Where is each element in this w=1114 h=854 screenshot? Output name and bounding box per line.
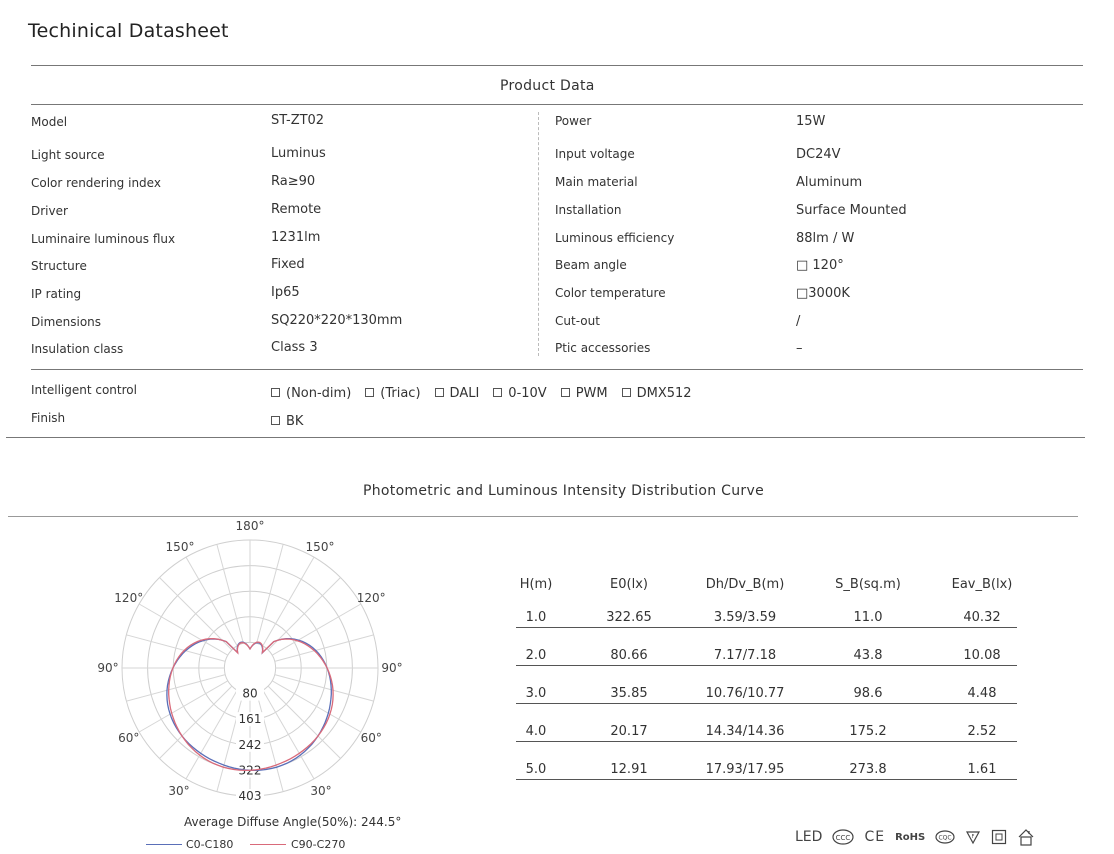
polar-angle-label: 150° <box>305 539 335 554</box>
legend-swatch-c0 <box>146 844 182 845</box>
table-cell: 1.61 <box>967 762 997 777</box>
spec-value: Remote <box>271 202 322 217</box>
house-mark-icon <box>1017 828 1035 846</box>
option-checkbox[interactable] <box>435 386 480 401</box>
table-cell: 5.0 <box>525 762 547 777</box>
table-cell: 4.48 <box>967 686 997 701</box>
spec-value: / <box>796 314 801 329</box>
spec-label: IP rating <box>31 287 82 301</box>
spec-value: ST-ZT02 <box>271 113 325 128</box>
column-separator <box>538 112 539 356</box>
spec-label: Color temperature <box>555 286 666 300</box>
table-header: Eav_B(lx) <box>951 577 1013 592</box>
spec-label: Driver <box>31 204 68 218</box>
table-cell: 10.76/10.77 <box>705 686 785 701</box>
checkbox-icon <box>493 388 502 397</box>
ccc-mark-icon <box>832 829 854 845</box>
rohs-mark-icon: RoHS <box>895 831 926 843</box>
divider <box>8 516 1078 517</box>
option-checkbox[interactable] <box>365 386 420 401</box>
option-checkbox[interactable] <box>271 386 351 401</box>
table-cell: 98.6 <box>853 686 883 701</box>
table-cell: 35.85 <box>610 686 648 701</box>
spec-value: Class 3 <box>271 340 318 355</box>
table-cell: 11.0 <box>853 610 883 625</box>
polar-angle-label: 150° <box>165 539 195 554</box>
spec-label: Luminous efficiency <box>555 231 675 245</box>
polar-spoke <box>263 690 314 779</box>
checkbox-icon <box>622 388 631 397</box>
spec-label: Ptic accessories <box>555 341 651 355</box>
table-cell: 80.66 <box>610 648 648 663</box>
polar-angle-label: 60° <box>360 731 382 745</box>
spec-value: □ 120° <box>796 258 844 273</box>
table-cell: 273.8 <box>849 762 887 777</box>
polar-spoke <box>139 604 228 655</box>
spec-label: Installation <box>555 203 622 217</box>
led-mark: LED <box>795 829 823 845</box>
table-cell: 10.08 <box>963 648 1001 663</box>
triangle-mark-icon <box>965 829 981 845</box>
polar-spoke <box>159 577 231 649</box>
spec-value: 1231lm <box>271 230 321 245</box>
table-cell: 175.2 <box>849 724 887 739</box>
spec-value: □3000K <box>796 286 850 301</box>
option-checkbox[interactable] <box>622 386 692 401</box>
polar-spoke <box>126 675 225 702</box>
spec-label: Main material <box>555 175 638 189</box>
polar-angle-label: 120° <box>114 591 144 605</box>
polar-spoke <box>186 690 237 779</box>
legend-swatch-c90 <box>250 844 286 845</box>
certification-marks <box>795 828 1035 846</box>
svg-text:F: F <box>971 834 975 840</box>
table-header: S_B(sq.m) <box>835 577 901 592</box>
table-row-rule <box>516 741 1017 742</box>
legend-label-c90: C90-C270 <box>291 838 346 851</box>
checkbox-icon <box>561 388 570 397</box>
polar-spoke <box>263 557 314 646</box>
average-diffuse-angle: Average Diffuse Angle(50%): 244.5° <box>184 815 402 829</box>
option-checkbox[interactable] <box>271 414 303 429</box>
checkbox-icon <box>271 416 280 425</box>
table-cell: 17.93/17.95 <box>705 762 785 777</box>
spec-value: Ip65 <box>271 285 300 300</box>
legend-label-c0: C0-C180 <box>186 838 234 851</box>
polar-spoke <box>139 681 228 732</box>
polar-angle-label: 30° <box>168 783 190 798</box>
polar-spoke <box>268 686 340 758</box>
polar-distribution-chart <box>97 519 403 820</box>
spec-label: Light source <box>31 148 105 162</box>
checkbox-icon <box>435 388 444 397</box>
spec-label: Structure <box>31 259 87 273</box>
spec-value: Surface Mounted <box>796 203 907 218</box>
polar-spoke <box>159 686 231 758</box>
polar-angle-label: 90° <box>97 661 119 675</box>
checkbox-icon <box>271 388 280 397</box>
polar-ring-label: 403 <box>238 789 262 803</box>
table-row-rule <box>516 627 1017 628</box>
svg-text:CCC: CCC <box>836 834 851 842</box>
table-cell: 3.0 <box>525 686 547 701</box>
spec-label: Power <box>555 114 592 128</box>
spec-label: Beam angle <box>555 258 627 272</box>
photometric-title: Photometric and Luminous Intensity Distribution Curve <box>363 483 764 499</box>
polar-angle-label: 90° <box>381 661 403 675</box>
option-label: BK <box>286 414 304 429</box>
polar-angle-label: 180° <box>235 519 265 533</box>
spec-value: – <box>796 341 803 356</box>
polar-grid <box>97 519 402 803</box>
option-label: (Triac) <box>380 386 421 401</box>
finish-options <box>271 410 317 429</box>
table-cell: 2.0 <box>525 648 547 663</box>
table-cell: 7.17/7.18 <box>713 648 777 663</box>
table-cell: 1.0 <box>525 610 547 625</box>
intelligent-control-options <box>271 382 706 401</box>
spec-value: SQ220*220*130mm <box>271 313 403 328</box>
spec-label: Dimensions <box>31 315 102 329</box>
product-data-title: Product Data <box>500 78 595 94</box>
table-row-rule <box>516 703 1017 704</box>
polar-spoke <box>275 675 374 702</box>
spec-label: Luminaire luminous flux <box>31 232 176 246</box>
spec-label: Insulation class <box>31 342 124 356</box>
polar-spoke <box>268 577 340 649</box>
table-cell: 3.59/3.59 <box>713 610 777 625</box>
table-cell: 43.8 <box>853 648 883 663</box>
polar-ring-label: 80 <box>242 686 258 701</box>
spec-value: Aluminum <box>796 175 863 190</box>
polar-angle-label: 60° <box>118 731 140 745</box>
spec-value: Luminus <box>271 146 326 161</box>
option-checkbox[interactable] <box>493 386 546 401</box>
table-header: H(m) <box>519 577 553 592</box>
table-cell: 20.17 <box>610 724 648 739</box>
svg-text:CQC: CQC <box>938 834 952 842</box>
square-mark-icon <box>991 829 1007 845</box>
polar-spoke <box>272 681 361 732</box>
spec-value: 15W <box>796 114 826 129</box>
cqc-mark-icon <box>935 830 955 844</box>
option-checkbox[interactable] <box>561 386 608 401</box>
divider <box>6 437 1085 438</box>
polar-ring-label: 161 <box>238 712 262 727</box>
table-cell: 40.32 <box>963 610 1001 625</box>
table-row-rule <box>516 665 1017 666</box>
option-label: PWM <box>575 386 608 401</box>
page-title: Techinical Datasheet <box>28 20 229 42</box>
divider <box>31 369 1083 370</box>
spec-label: Cut-out <box>555 314 600 328</box>
option-label: DALI <box>449 386 480 401</box>
ce-mark-icon: CE <box>864 829 886 845</box>
spec-label: Color rendering index <box>31 176 161 190</box>
table-cell: 14.34/14.36 <box>705 724 785 739</box>
checkbox-icon <box>365 388 374 397</box>
table-header: Dh/Dv_B(m) <box>705 577 785 592</box>
table-cell: 322.65 <box>606 610 652 625</box>
polar-angle-label: 30° <box>310 783 332 798</box>
table-row-rule <box>516 779 1017 780</box>
table-cell: 4.0 <box>525 724 547 739</box>
spec-value: Ra≥90 <box>271 174 316 189</box>
intelligent-control-label: Intelligent control <box>31 383 137 397</box>
polar-spoke <box>272 604 361 655</box>
divider <box>31 104 1083 105</box>
polar-ring-label: 322 <box>238 763 262 778</box>
spec-value: 88lm / W <box>796 231 855 246</box>
option-label: (Non-dim) <box>286 386 352 401</box>
option-label: DMX512 <box>636 386 692 401</box>
spec-value: Fixed <box>271 257 305 272</box>
table-header: E0(lx) <box>610 577 648 592</box>
polar-spoke <box>217 544 244 643</box>
spec-value: DC24V <box>796 147 841 162</box>
polar-ring-label: 242 <box>238 737 262 752</box>
divider <box>31 65 1083 66</box>
polar-spoke <box>186 557 237 646</box>
table-cell: 12.91 <box>610 762 648 777</box>
finish-label: Finish <box>31 411 66 425</box>
polar-spoke <box>257 544 284 643</box>
option-label: 0-10V <box>508 386 547 401</box>
spec-label: Input voltage <box>555 147 635 161</box>
spec-label: Model <box>31 115 68 129</box>
table-cell: 2.52 <box>967 724 997 739</box>
polar-angle-label: 120° <box>356 591 386 605</box>
